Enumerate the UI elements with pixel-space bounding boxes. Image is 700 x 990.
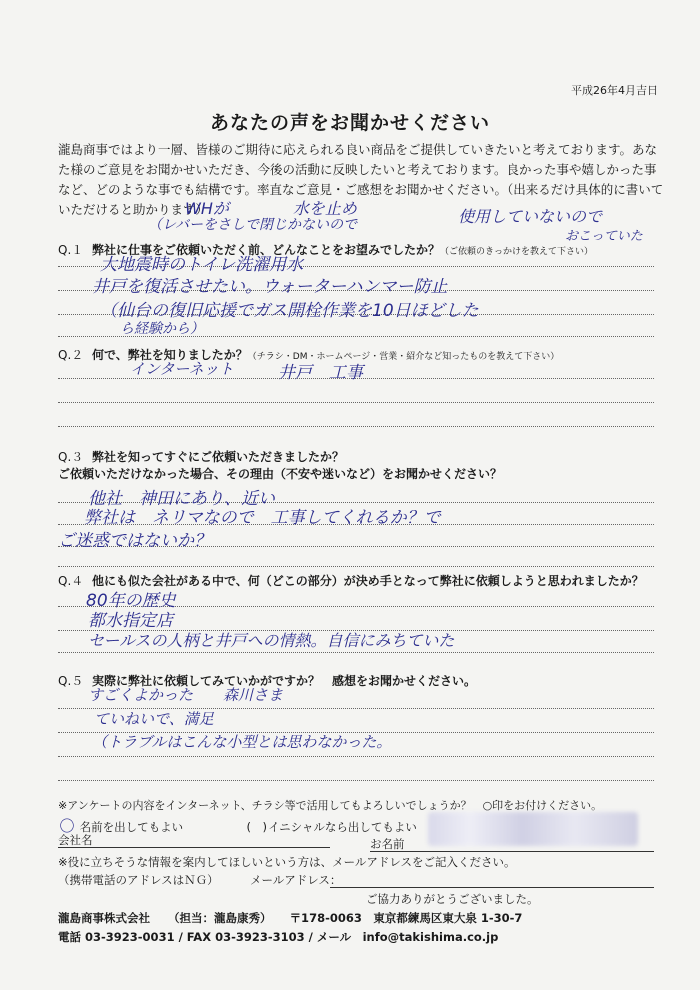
name-field-label: お名前 bbox=[370, 837, 405, 851]
q1-note: （ご依頼のきっかけを教えて下さい） bbox=[440, 247, 594, 257]
email-field-line[interactable] bbox=[330, 887, 654, 888]
q5-number: Q.５ bbox=[58, 674, 84, 688]
contact-person: （担当：瀧島康秀） bbox=[168, 911, 272, 925]
company-field-line[interactable] bbox=[58, 847, 330, 848]
redacted-name bbox=[428, 812, 638, 846]
q3-question-text: 弊社を知ってすぐにご依頼いただきましたか？ bbox=[92, 450, 345, 464]
q4-answer-line2: 都水指定店 bbox=[88, 611, 173, 631]
q3-subquestion: ご依頼いただけなかった場合、その理由（不安や迷いなど）をお聞かせください？ bbox=[58, 467, 503, 481]
q3-number: Q.３ bbox=[58, 450, 84, 464]
q1-answer-line3: （仙台の復旧応援でガス開栓作業を10日ほどした bbox=[100, 301, 479, 321]
answer-line bbox=[58, 402, 654, 403]
q1-number: Q.１ bbox=[58, 243, 84, 257]
email-row bbox=[58, 872, 341, 888]
answer-line bbox=[58, 426, 654, 427]
q4-number: Q.４ bbox=[58, 574, 84, 588]
q4-answer-line3: セールスの人柄と井戸への情熱。自信にみちていた bbox=[88, 631, 455, 650]
company-field-label: 会社名 bbox=[58, 833, 93, 847]
info-request: ※役に立ちそうな情報を案内してほしいという方は、メールアドレスをご記入ください。 bbox=[58, 855, 516, 869]
answer-line bbox=[58, 652, 654, 653]
q1-answer-line1: 大地震時のトイレ洗濯用水 bbox=[100, 255, 304, 275]
name-field-line[interactable] bbox=[370, 851, 654, 852]
q2-number: Q.２ bbox=[58, 348, 84, 362]
q5-answer-line3: （トラブルはこんな小型とは思わなかった。 bbox=[92, 733, 392, 751]
answer-line bbox=[58, 566, 654, 567]
q1-handwriting-top1: WHが 水を止め bbox=[185, 199, 357, 218]
contact-line: 電話 03-3923-0031 / FAX 03-3923-3103 / メール info@takishima.co.jp bbox=[58, 930, 499, 944]
q3-answer-line1: 他社 神田にあり、近い bbox=[88, 489, 275, 509]
company-address: 〒178-0063 東京都練馬区東大泉 1-30-7 bbox=[289, 911, 523, 925]
q3-answer-line2: 弊社は ネリマなので 工事してくれるか？で bbox=[84, 508, 441, 528]
option-name-label: 名前を出してもよい bbox=[79, 820, 184, 834]
q5-answer-line2: ていねいで、満足 bbox=[94, 710, 214, 728]
thanks-text: ご協力ありがとうございました。 bbox=[366, 892, 539, 906]
option-name-checkbox[interactable]: 〇 bbox=[59, 817, 75, 835]
option-initial-label: イニシャルなら出してもよい bbox=[268, 820, 417, 834]
q2-answer-1: インターネット bbox=[130, 360, 234, 378]
q4-question-text: 他にも似た会社がある中で、何（どこの部分）が決め手となって弊社に依頼しようと思われましたか？ bbox=[92, 574, 644, 588]
answer-line bbox=[58, 780, 654, 781]
q2-note: （チラシ・DM・ホームページ・営業・紹介など知ったものを教えて下さい） bbox=[247, 352, 560, 362]
intro-text: 瀧島商事ではより一層、皆様のご期待に応えられる良い商品をご提供していきたいと考えております。あなた様のご意見をお聞かせいただき、今後の活動に反映したいと考えております。良かった事や嬉しかった事など、どのような事でも結構です。率直なご意見・ご感想をお聞かせください。（出来るだけ具体的に書いていただけると助かります） bbox=[58, 142, 664, 217]
email-label: メールアドレス： bbox=[249, 873, 342, 887]
consent-question: ※アンケートの内容をインターネット、チラシ等で活用してもよろしいでしょうか？ ○印をお付けください。 bbox=[58, 799, 603, 812]
q2-answer-2: 井戸 工事 bbox=[278, 363, 363, 383]
q3-question bbox=[58, 448, 344, 465]
q5-answer-line1: すごくよかった 森川さま bbox=[88, 686, 284, 704]
company-name: 瀧島商事株式会社 bbox=[58, 911, 150, 925]
q4-answer-line1: 80年の歴史 bbox=[86, 591, 176, 611]
q3-answer-line3: ご迷惑ではないか？ bbox=[58, 531, 211, 551]
page-title: あなたの声をお聞かせください bbox=[209, 112, 490, 134]
mobile-note: （携帯電話のアドレスはＮＧ） bbox=[58, 873, 219, 887]
q5-question-text: 実際に弊社に依頼してみていかがですか？ 感想をお聞かせください。 bbox=[92, 674, 477, 688]
q1-answer-line2: 井戸を復活させたい。ウォーターハンマー防止 bbox=[92, 277, 448, 297]
q1-handwriting-top4: おこっていた bbox=[565, 229, 643, 244]
company-line bbox=[58, 910, 522, 926]
option-initial-checkbox[interactable]: ( ) bbox=[246, 820, 267, 834]
q1-handwriting-top2: （レバーをさしで閉じかないので bbox=[148, 217, 358, 233]
q1-handwriting-top3: 使用していないので bbox=[458, 207, 603, 226]
q1-answer-line4: ら経験から） bbox=[120, 321, 204, 337]
answer-line bbox=[58, 756, 654, 757]
consent-options bbox=[58, 815, 417, 836]
q1-question-text: 弊社に仕事をご依頼いただく前、どんなことをお望みでしたか？ bbox=[92, 243, 441, 257]
date-label: 平成26年4月吉日 bbox=[571, 84, 658, 97]
q2-question-text: 何で、弊社を知りましたか？ bbox=[92, 348, 248, 362]
